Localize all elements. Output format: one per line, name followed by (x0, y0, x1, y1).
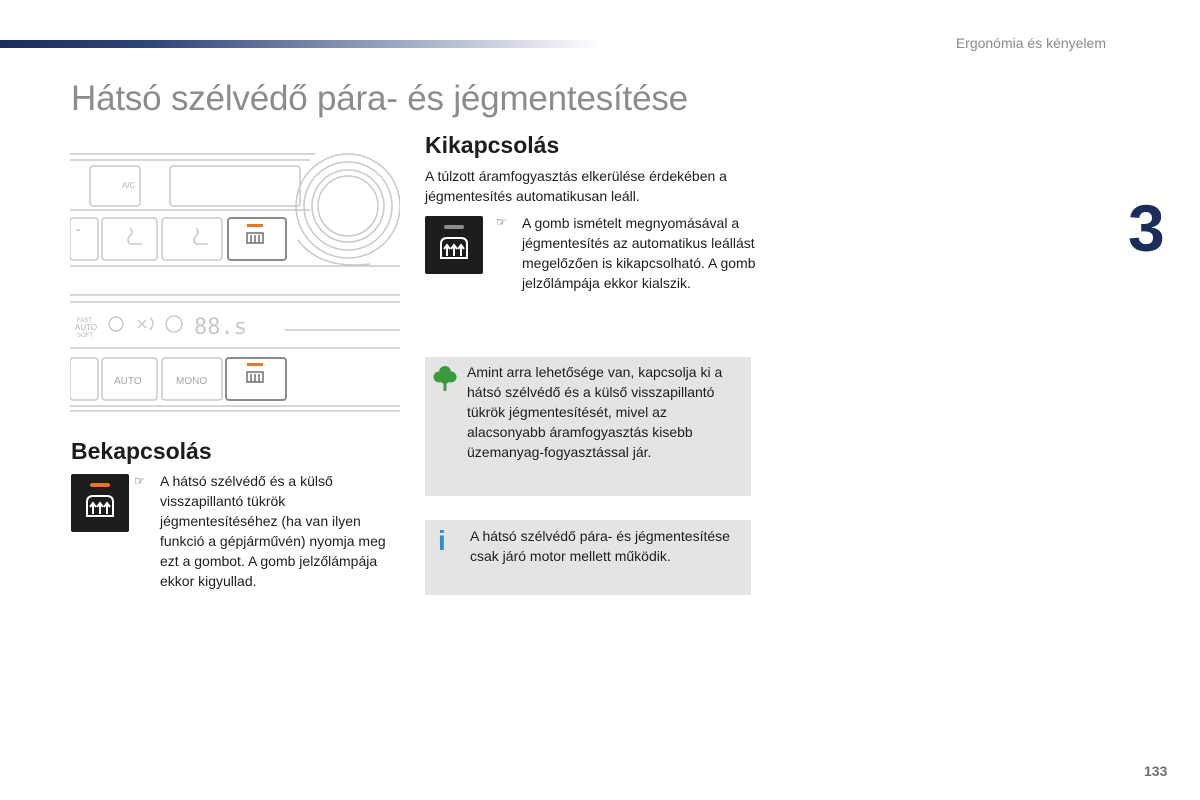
page-number: 133 (1144, 763, 1168, 779)
defrost-button-on-icon (71, 474, 129, 532)
climate-panel-illustration (70, 150, 400, 412)
tree-icon (433, 365, 457, 393)
section-label: Ergonómia és kényelem (955, 35, 1106, 51)
upper-defrost-led (247, 224, 263, 227)
defrost-button-off-icon (425, 216, 483, 274)
mode-label-fast: FAST (77, 318, 93, 324)
info-note-text: A hátsó szélvédő pára- és jégmentesítése csak járó motor mellett működik. (470, 528, 730, 564)
header-gradient-bar (0, 40, 600, 48)
page-title: Hátsó szélvédő pára- és jégmentesítése (71, 79, 688, 118)
ac-label: A/C (122, 181, 136, 190)
switch-off-heading: Kikapcsolás (425, 132, 560, 158)
indicator-led-on (90, 483, 110, 487)
indicator-led-off (444, 225, 464, 229)
mode-label-auto: AUTO (75, 323, 98, 332)
lower-defrost-led (247, 363, 263, 366)
rear-defrost-icon (84, 492, 116, 524)
mono-button-label: MONO (176, 376, 208, 387)
switch-on-text: A hátsó szélvédő és a külső visszapillantó tükrök jégmentesítéséhez (ha van ilyen funkció a gépjárművén) nyomja meg ezt a gombot. A gomb jelzőlámpája ekkor kigyullad. (160, 473, 386, 589)
upper-panel (70, 154, 400, 266)
bullet-pointer-icon: ☞ (134, 474, 145, 488)
info-icon: i (438, 525, 446, 556)
chapter-number: 3 (1128, 191, 1165, 265)
temperature-display: 88.s (194, 315, 247, 340)
auto-button-label: AUTO (114, 376, 142, 387)
upper-defrost-glyph (247, 233, 263, 243)
lower-panel (70, 295, 400, 411)
switch-on-heading: Bekapcsolás (71, 438, 212, 464)
switch-off-text: A gomb ismételt megnyomásával a jégmentesítés az automatikus leállást megelőzően is kikapcsolható. A gomb jelzőlámpája ekkor kialszik. (522, 215, 756, 291)
mode-label-soft: SOFT (77, 333, 93, 339)
bullet-pointer-icon: ☞ (496, 215, 507, 229)
rear-defrost-icon (438, 234, 470, 266)
switch-off-intro: A túlzott áramfogyasztás elkerülése érdekében a jégmentesítés automatikusan leáll. (425, 168, 727, 204)
lower-defrost-glyph (247, 372, 263, 382)
seat-heat-icons (76, 228, 208, 244)
eco-note-text: Amint arra lehetősége van, kapcsolja ki a hátsó szélvédő és a külső visszapillantó tükrök jégmentesítését, mivel az alacsonyabb áramfogyasztás kisebb üzemanyag-fogyasztással jár. (467, 364, 723, 460)
